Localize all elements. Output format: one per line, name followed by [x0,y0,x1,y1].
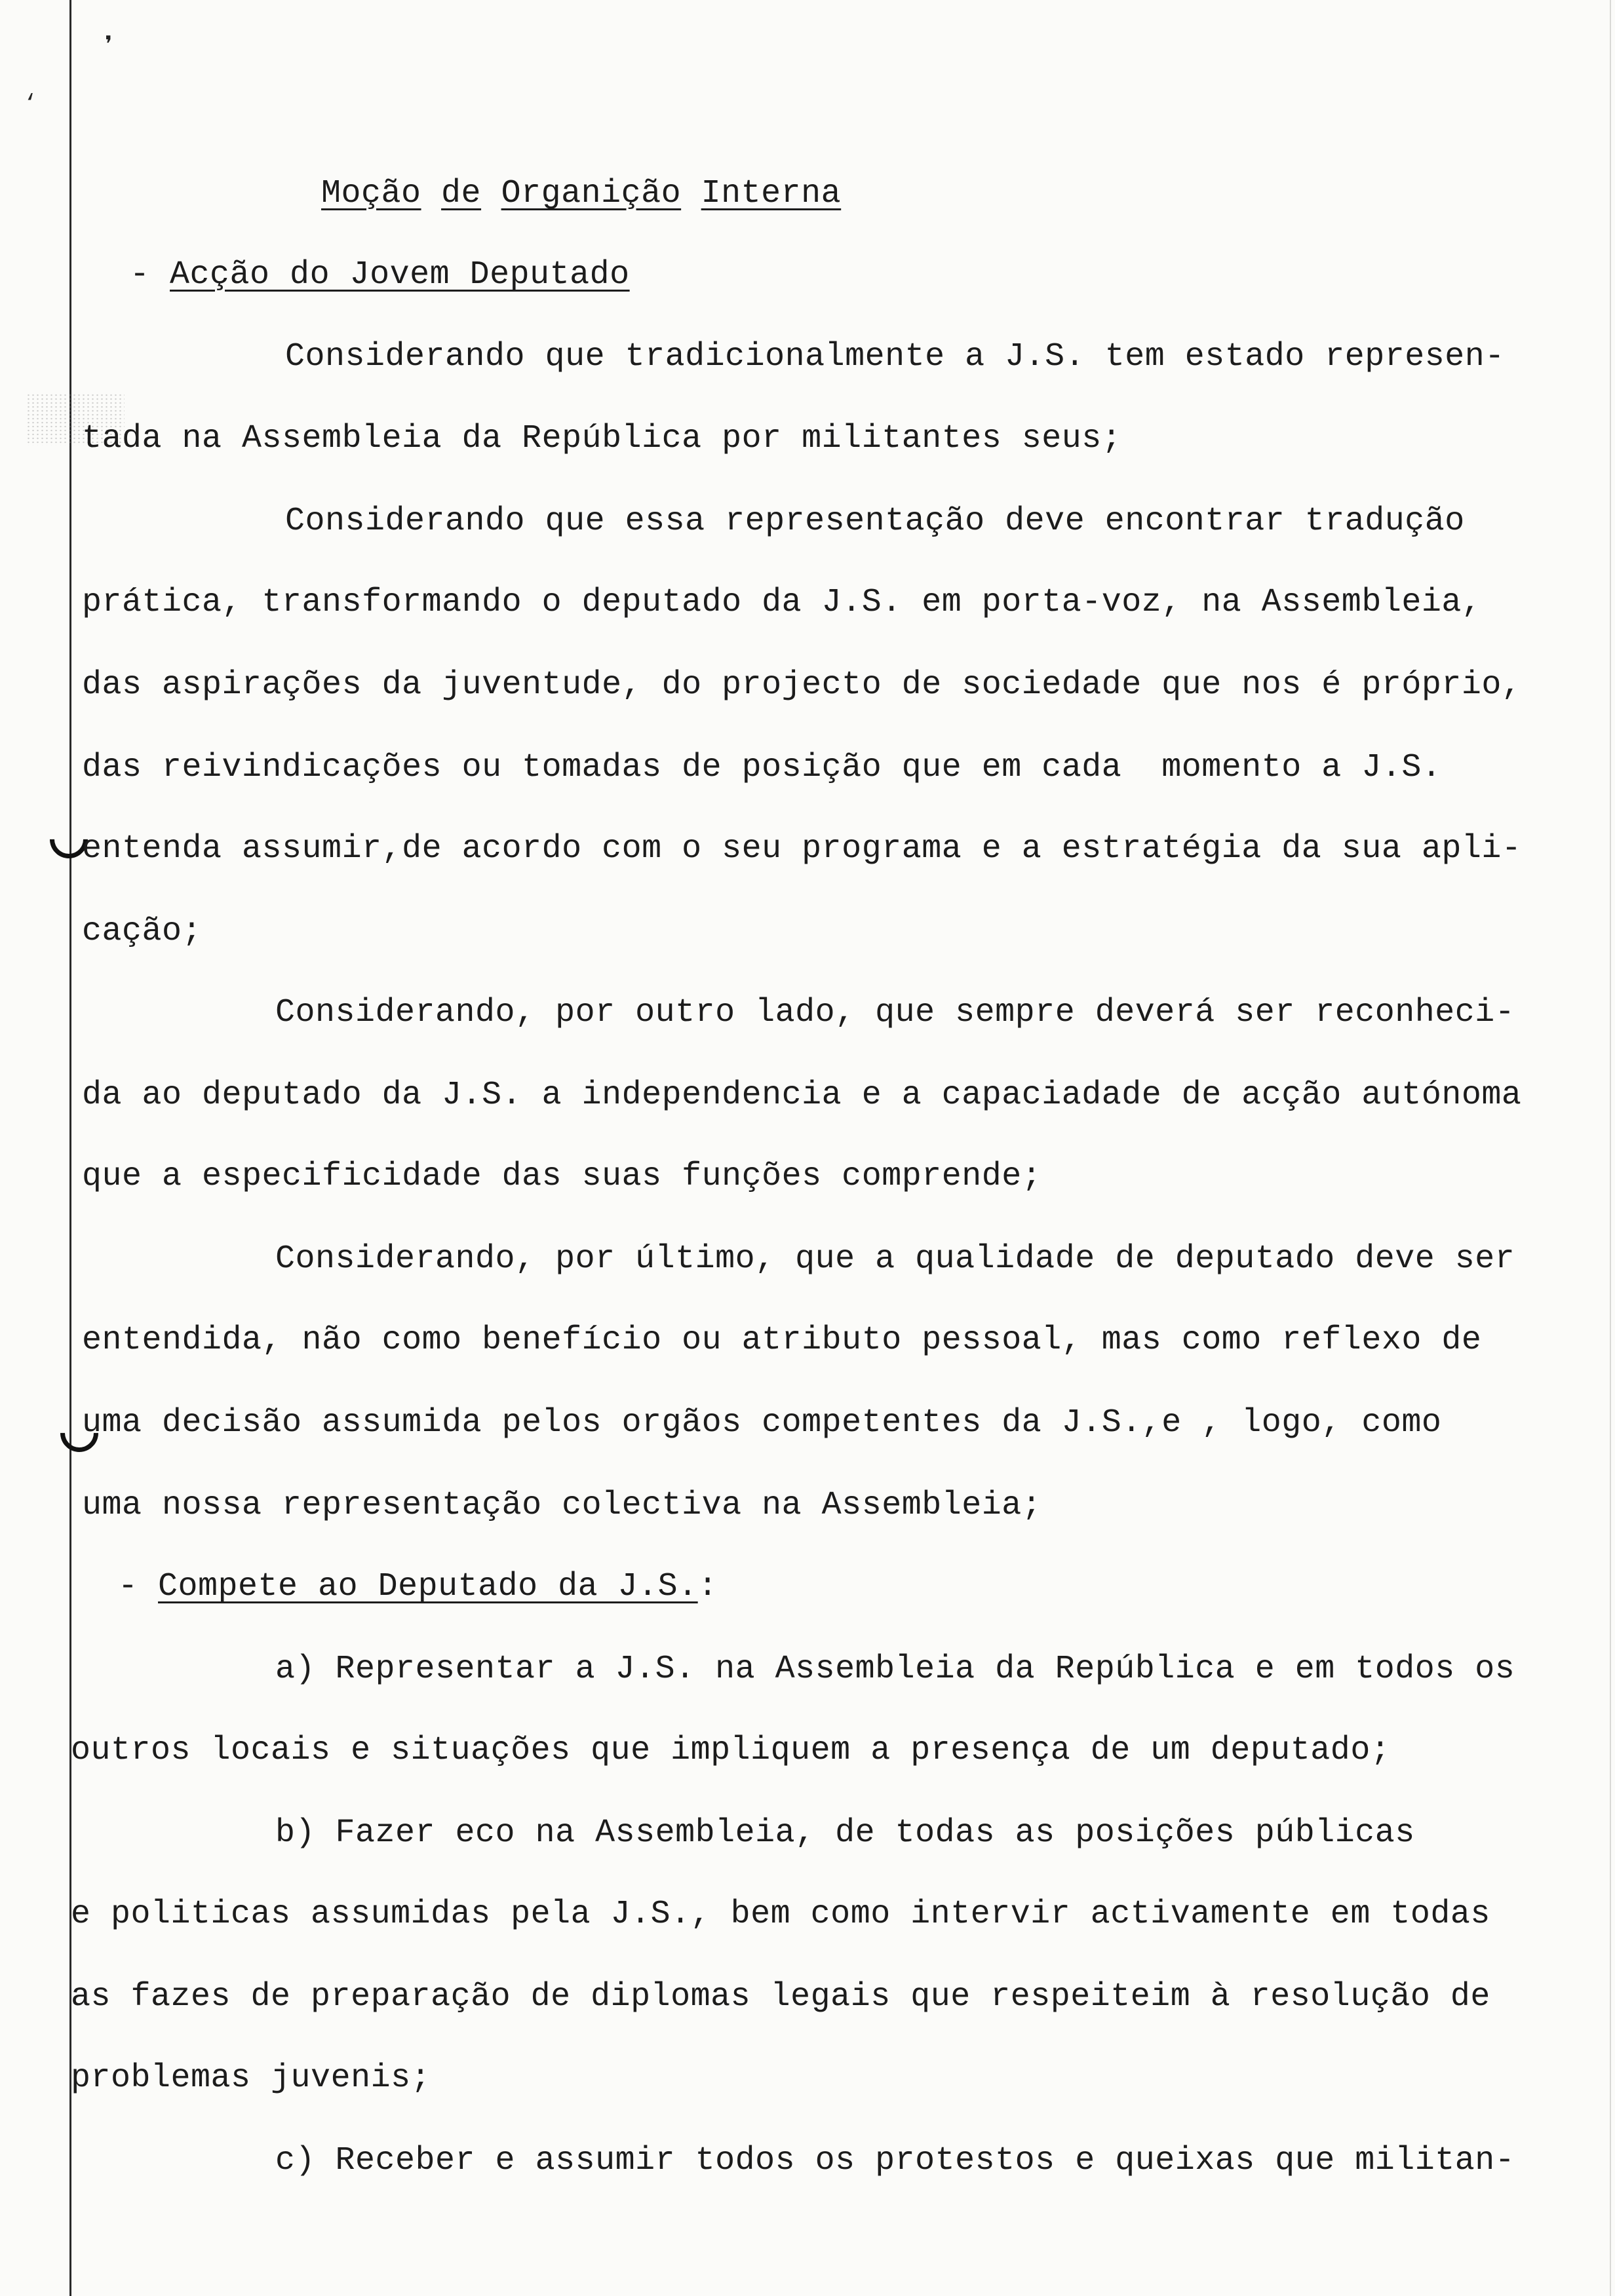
text-line: que a especificidade das suas funções comprende; [82,1158,1042,1195]
margin-rule [69,0,71,2296]
title-word: Interna [701,175,842,212]
list-item-line: outros locais e situações que impliquem a presença de um deputado; [71,1732,1391,1769]
text-line: cação; [82,913,203,950]
section-heading-1 [130,256,630,295]
ink-mark: ‘ [24,92,37,117]
list-item-line: c) Receber e assumir todos os protestos e queixas que militan- [275,2142,1515,2179]
heading-dash: - [130,256,150,294]
heading-colon: : [697,1568,718,1605]
text-line: das aspirações da juventude, do projecto de sociedade que nos é próprio, [82,666,1522,704]
title-word: Moção [321,175,421,212]
heading-text: Compete ao Deputado da J.S. [158,1568,698,1605]
page-edge [1610,0,1611,2296]
list-item-line: b) Fazer eco na Assembleia, de todas as posições públicas [275,1814,1415,1852]
text-line: Considerando que essa representação deve encontrar tradução [285,503,1465,540]
text-line: Considerando, por outro lado, que sempre deverá ser reconheci- [275,994,1515,1031]
document-title [321,174,841,214]
list-item-line: e politicas assumidas pela J.S., bem como intervir activamente em todas [71,1896,1490,1933]
title-word: de [441,175,482,212]
text-line: uma nossa representação colectiva na Assembleia; [82,1487,1042,1524]
text-line: entenda assumir,de acordo com o seu programa e a estratégia da sua apli- [82,830,1522,868]
heading-text: Acção do Jovem Deputado [170,256,630,294]
list-item-line: as fazes de preparação de diplomas legais que respeiteim à resolução de [71,1978,1490,2016]
ink-mark: ❜ [100,33,117,66]
text-line: da ao deputado da J.S. a independencia e a capaciadade de acção autónoma [82,1077,1522,1114]
list-item-line: problemas juvenis; [71,2059,431,2097]
section-heading-2 [118,1567,718,1607]
text-line: Considerando que tradicionalmente a J.S. tem estado represen- [285,338,1505,375]
text-line: prática, transformando o deputado da J.S. em porta-voz, na Assembleia, [82,584,1482,621]
title-word: Organição [501,175,682,212]
text-line: entendida, não como benefício ou atributo pessoal, mas como reflexo de [82,1322,1482,1359]
text-line: tada na Assembleia da República por militantes seus; [82,420,1122,457]
text-line: uma decisão assumida pelos orgãos competentes da J.S.,e , logo, como [82,1404,1442,1442]
text-line: Considerando, por último, que a qualidade de deputado deve ser [275,1240,1515,1278]
heading-dash: - [118,1568,138,1605]
text-line: das reivindicações ou tomadas de posição que em cada momento a J.S. [82,749,1442,786]
list-item-line: a) Representar a J.S. na Assembleia da República e em todos os [275,1651,1515,1688]
